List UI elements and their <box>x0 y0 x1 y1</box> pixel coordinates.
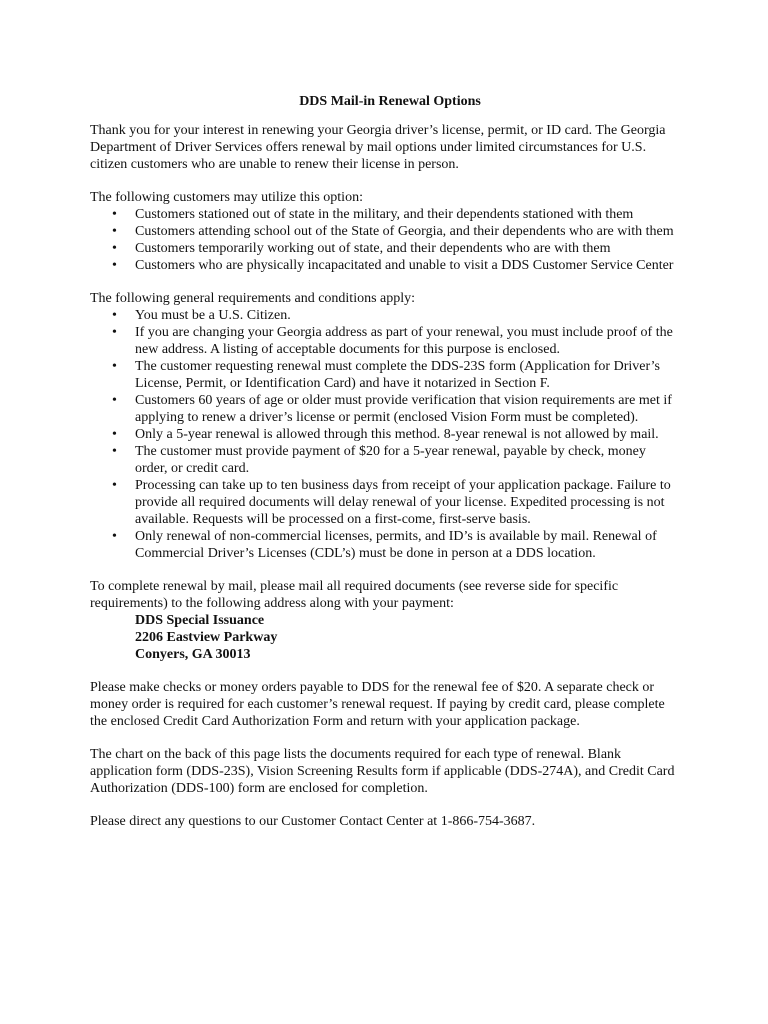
list-item-text: Customers stationed out of state in the military, and their dependents stationed with them <box>135 207 634 222</box>
list-item-text: Customers 60 years of age or older must provide verification that vision requirements are met if applying to renew a driver’s license or permit (enclosed Vision Form must be completed). <box>135 393 672 425</box>
requirements-lead: The following general requirements and conditions apply: <box>90 291 416 306</box>
list-item <box>90 206 680 223</box>
list-item-text: You must be a U.S. Citizen. <box>135 308 291 323</box>
eligibility-list <box>90 206 680 274</box>
list-item-text: Only a 5-year renewal is allowed through this method. 8-year renewal is not allowed by mail. <box>135 427 659 442</box>
bullet-icon: • <box>112 359 117 374</box>
eligibility-lead: The following customers may utilize this option: <box>90 190 363 205</box>
mailing-address <box>135 612 680 663</box>
address-line-3: Conyers, GA 30013 <box>135 647 251 662</box>
intro-paragraph: Thank you for your interest in renewing your Georgia driver’s license, permit, or ID card. The Georgia Department of Driver Services offers renewal by mail options under limited circumstances for U.S. citizen customers who are unable to renew their license in person. <box>90 123 666 172</box>
document-body <box>90 93 680 846</box>
bullet-icon: • <box>112 241 117 256</box>
list-item <box>90 443 680 477</box>
list-item-text: Processing can take up to ten business days from receipt of your application package. Failure to provide all required documents will delay renewal of your license. Expedited processing is not available. Requests will be processed on a first-come, first-serve basis. <box>135 478 671 527</box>
list-item <box>90 257 680 274</box>
bullet-icon: • <box>112 529 117 544</box>
list-item <box>90 307 680 324</box>
list-item-text: The customer must provide payment of $20 for a 5-year renewal, payable by check, money order, or credit card. <box>135 444 646 476</box>
bullet-icon: • <box>112 444 117 459</box>
document-title: DDS Mail-in Renewal Options <box>299 94 481 109</box>
bullet-icon: • <box>112 224 117 239</box>
list-item-text: Only renewal of non-commercial licenses, permits, and ID’s is available by mail. Renewal of Commercial Driver’s Licenses (CDL’s) must be done in person at a DDS location. <box>135 529 657 561</box>
list-item <box>90 324 680 358</box>
list-item <box>90 528 680 562</box>
list-item-text: Customers who are physically incapacitated and unable to visit a DDS Customer Service Center <box>135 258 674 273</box>
list-item-text: The customer requesting renewal must complete the DDS-23S form (Application for Driver’s License, Permit, or Identification Card) and have it notarized in Section F. <box>135 359 660 391</box>
list-item-text: Customers attending school out of the State of Georgia, and their dependents who are with them <box>135 224 674 239</box>
address-line-1: DDS Special Issuance <box>135 613 265 628</box>
bullet-icon: • <box>112 207 117 222</box>
payment-paragraph: Please make checks or money orders payable to DDS for the renewal fee of $20. A separate check or money order is required for each customer’s renewal request. If paying by credit card, please complete the enclosed Credit Card Authorization Form and return with your application package. <box>90 680 665 729</box>
list-item <box>90 223 680 240</box>
list-item-text: Customers temporarily working out of state, and their dependents who are with them <box>135 241 611 256</box>
list-item <box>90 358 680 392</box>
list-item <box>90 392 680 426</box>
address-line-2: 2206 Eastview Parkway <box>135 630 278 645</box>
bullet-icon: • <box>112 258 117 273</box>
bullet-icon: • <box>112 427 117 442</box>
requirements-list <box>90 307 680 562</box>
list-item <box>90 477 680 528</box>
mail-instructions: To complete renewal by mail, please mail all required documents (see reverse side for specific requirements) to the following address along with your payment: <box>90 579 619 611</box>
bullet-icon: • <box>112 308 117 323</box>
bullet-icon: • <box>112 325 117 340</box>
chart-paragraph: The chart on the back of this page lists the documents required for each type of renewal. Blank application form (DDS-23S), Vision Screening Results form if applicable (DDS-274A), and Credit Card Authorization (DDS-100) form are enclosed for completion. <box>90 747 675 796</box>
list-item <box>90 426 680 443</box>
list-item <box>90 240 680 257</box>
bullet-icon: • <box>112 478 117 493</box>
bullet-icon: • <box>112 393 117 408</box>
contact-paragraph: Please direct any questions to our Customer Contact Center at 1-866-754-3687. <box>90 814 536 829</box>
list-item-text: If you are changing your Georgia address as part of your renewal, you must include proof of the new address. A listing of acceptable documents for this purpose is enclosed. <box>135 325 673 357</box>
